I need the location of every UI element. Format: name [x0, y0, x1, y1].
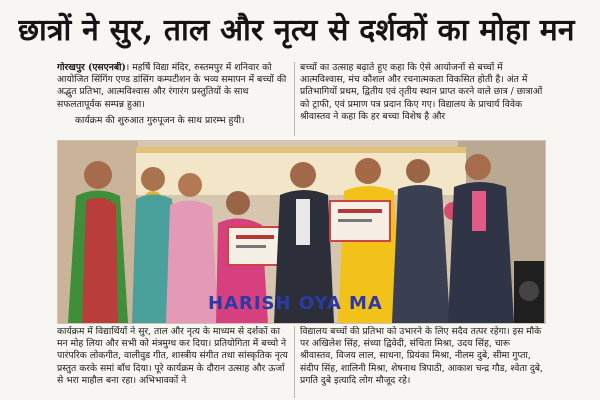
banner-text: HARISH OYA MA [208, 293, 383, 314]
article-column-left-bottom [57, 326, 289, 398]
article-column-right-bottom [300, 326, 544, 398]
article-paragraph: बच्चों का उत्साह बढ़ाते हुए कहा कि ऐसे आयोजनों से बच्चों में आत्मविश्वास, मंच कौशल और रचनात्मकता विकसित होती है। अंत में प्रतिभागियों प्रथम, द्वितीय एवं तृतीय स्थान प्राप्त करने वाले छात्र / छात्राओं को ट्राफी, एवं प्रमाण पत्र प्रदान किए गए। विद्यालय के प्राचार्य विवेक श्रीवास्तव ने कहा कि हर बच्चा विशेष है और [300, 62, 543, 122]
article-column-left-top [57, 62, 289, 136]
article-column-right-top [300, 62, 544, 136]
paragraph-text: । महर्षि विद्या मंदिर, रुस्तमपुर में शनिवार को आयोजित सिंगिंग एण्ड डांसिंग कम्पटीशन के भव्य समापन में बच्चों की अद्भुत प्रतिभा, आत्मविश्वास और रंगारंग प्रस्तुतियों के साथ सफलतापूर्वक सम्पन्न हुआ। [57, 62, 287, 110]
article-paragraph [57, 62, 289, 111]
column-divider [294, 326, 295, 398]
column-divider [294, 62, 295, 136]
article-paragraph: विद्यालय बच्चों की प्रतिभा को उभारने के लिए सदैव तत्पर रहेगा। इस मौके पर अखिलेश सिंह, संध्या द्विवेदी, संचिता मिश्रा, उदय सिंह, चारू श्रीवास्तव, विजय लाल, साधना, प्रियंका मिश्रा, नीलम दुबे, सीमा गुप्ता, संदीप सिंह, शालिनी मिश्रा, शेषनाथ त्रिपाठी, आकाश चन्द्र गौड, श्वेता दुबे, प्रगति दुबे इत्यादि लोग मौजूद रहे। [300, 326, 543, 386]
dateline: गोरखपुर (एसएनबी) [57, 62, 126, 73]
event-photo [57, 140, 546, 324]
headline: छात्रों ने सुर, ताल और नृत्य से दर्शकों का मोहा मन [18, 13, 575, 48]
article-paragraph: कार्यक्रम में विद्यार्थियों ने सुर, ताल और नृत्य के माध्यम से दर्शकों का मन मोह लिया और सभी को मंत्रमुग्ध कर दिया। प्रतियोगिता में बच्चो ने पारंपरिक लोकगीत, वालीवुड गीत, शास्त्रीय संगीत तथा सांस्कृतिक नृत्य प्रस्तुत करके समां बाँध दिया। पूरे कार्यक्रम के दौरान उत्साह और ऊर्जा से भरा माहौल बना रहा। अभिभावकों ने [57, 326, 288, 386]
article-paragraph: कार्यक्रम की शुरुआत गुरुपूजन के साथ प्रारम्भ हुयी। [75, 114, 245, 126]
